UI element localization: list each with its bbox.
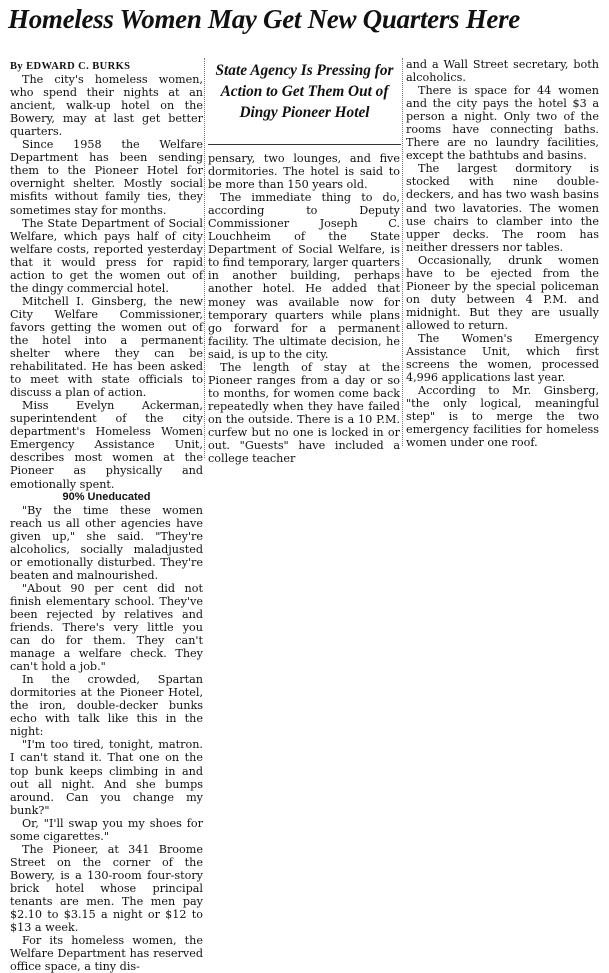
deck-headline: State Agency Is Pressing for Action to Get Them Out of Dingy Pioneer Hotel (215, 62, 394, 121)
article-column-1 (10, 60, 203, 973)
paragraph: The largest dormitory is stocked with nine double-deckers, and has two wash basins and two lavatories. The women use chairs to clamber into the upper decks. The room has neither dressers nor tables. (406, 162, 599, 254)
paragraph: The Women's Emergency Assistance Unit, which first screens the women, processed 4,996 applications last year. (406, 331, 599, 385)
paragraph: "About 90 per cent did not finish elementary school. They've been rejected by relatives and friends. There's very little you can do for them. They can't manage a welfare check. They can't hold a job." (10, 581, 203, 674)
article-column-2 (208, 152, 400, 465)
column-rule-2 (402, 58, 403, 446)
paragraph: and a Wall Street secretary, both alcoholics. (406, 58, 599, 85)
paragraph: pensary, two lounges, and five dormitories. The hotel is said to be more than 150 years old. (208, 152, 400, 192)
paragraph: The Pioneer, at 341 Broome Street on the corner of the Bowery, is a 130-room four-story brick hotel whose principal tenants are men. The men pay $2.10 to $3.15 a night or $12 to $13 a week. (10, 842, 203, 935)
paragraph: For its homeless women, the Welfare Department has reserved office space, a tiny dis- (10, 934, 203, 973)
headline: Homeless Women May Get New Quarters Here (8, 4, 520, 34)
paragraph: Occasionally, drunk women have to be ejected from the Pioneer by the special policeman on duty between 4 P.M. and midnight. But they are usually allowed to return. (406, 253, 599, 332)
paragraph: Since 1958 the Welfare Department has been sending them to the Pioneer Hotel for overnight shelter. Mostly social misfits without family ties, they sometimes stay for months. (10, 138, 203, 217)
paragraph: There is space for 44 women and the city pays the hotel $3 a person a night. Only two of the rooms have connecting baths. There are no laundry facilities, except the bathtubs and basins. (406, 84, 599, 163)
byline: By EDWARD C. BURKS (10, 61, 131, 72)
deck-rule (208, 144, 401, 145)
paragraph: Mitchell I. Ginsberg, the new City Welfare Commissioner, favors getting the women out of the hotel into a permanent shelter where they can be rehabilitated. He has been asked to meet with state officials to discuss a plan of action. (10, 294, 203, 400)
paragraph: In the crowded, Spartan dormitories at the Pioneer Hotel, the iron, double-decker bunks echo with talk like this in the night: (10, 673, 203, 739)
paragraph: Miss Evelyn Ackerman, superintendent of the city department's Homeless Women Emergency Assistance Unit, describes most women at the Pioneer as physically and emotionally spent. (10, 399, 203, 491)
paragraph: The length of stay at the Pioneer ranges from a day or so to months, for women come back repeatedly when they have failed on the outside. There is a 10 P.M. curfew but no one is locked in or out. "Guests" have included a college teacher (208, 360, 400, 466)
article-column-3 (406, 58, 599, 449)
paragraph: "I'm too tired, tonight, matron. I can't stand it. That one on the top bunk keeps climbing in and out all night. And she bumps around. Can you change my bunk?" (10, 738, 203, 817)
column-rule-1 (204, 58, 205, 458)
paragraph: The State Department of Social Welfare, which pays half of city welfare costs, reported yesterday that it would press for rapid action to get the women out of the dingy commercial hotel. (10, 216, 203, 295)
paragraph: According to Mr. Ginsberg, "the only logical, meaningful step" is to merge the two emergency facilities for homeless women under one roof. (406, 384, 599, 450)
subhead: 90% Uneducated (62, 490, 151, 503)
paragraph: "By the time these women reach us all other agencies have given up," she said. "They're alcoholics, socially maladjusted or emotionally disturbed. They're beaten and malnourished. (10, 503, 203, 582)
paragraph: The city's homeless women, who spend their nights at an ancient, walk-up hotel on the Bowery, may at last get better quarters. (10, 73, 203, 139)
paragraph: Or, "I'll swap you my shoes for some cigarettes." (10, 816, 203, 843)
paragraph: The immediate thing to do, according to Deputy Commissioner Joseph C. Louchheim of the State Department of Social Welfare, is to find temporary, larger quarters in another building, perhaps another hotel. He added that money was available now for temporary quarters while plans go forward for a permanent facility. The ultimate decision, he said, is up to the city. (208, 191, 400, 361)
